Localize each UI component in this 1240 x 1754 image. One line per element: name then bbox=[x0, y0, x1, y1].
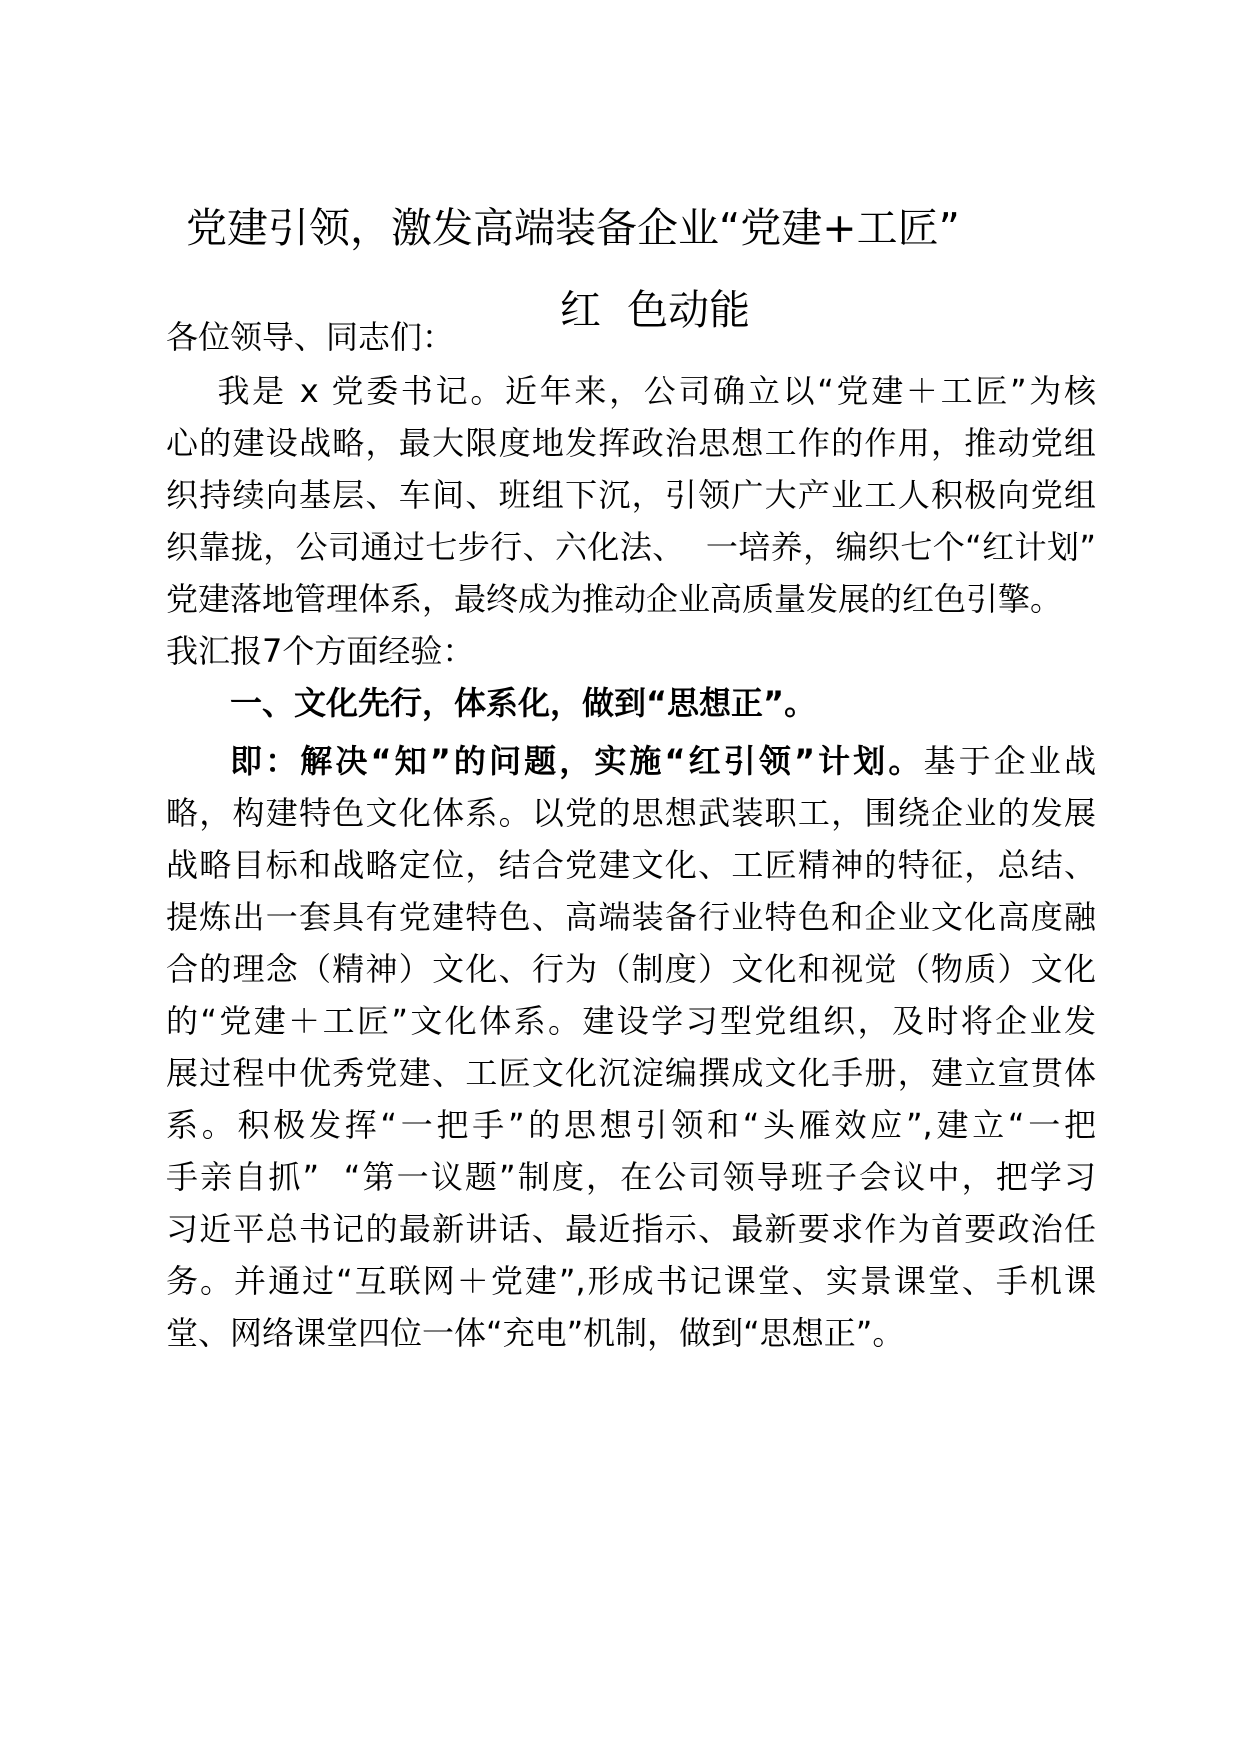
paragraph-line: 略，构建特色文化体系。以党的思想武装职工，围绕企业的发展 bbox=[166, 794, 1096, 832]
paragraph-line: 系。积极发挥“一把手”的思想引领和“头雁效应”,建立“一把 bbox=[166, 1106, 1096, 1144]
paragraph-line: 战略目标和战略定位，结合党建文化、工匠精神的特征，总结、 bbox=[166, 846, 1096, 884]
paragraph-line: 堂、网络课堂四位一体“充电”机制，做到“思想正”。 bbox=[166, 1314, 905, 1352]
greeting: 各位领导、同志们： bbox=[166, 318, 455, 356]
section-heading: 一、文化先行，体系化，做到“思想正”。 bbox=[230, 684, 817, 722]
paragraph-line: 合的理念（精神）文化、行为（制度）文化和视觉（物质）文化 bbox=[166, 950, 1096, 988]
document-title-line-1: 党建引领，激发高端装备企业“党建+工匠” bbox=[186, 204, 960, 252]
section-lead-line bbox=[230, 736, 1096, 786]
section-lead-bold: 即：解决“知”的问题，实施“红引领”计划。 bbox=[230, 742, 924, 780]
paragraph-line: 党建落地管理体系，最终成为推动企业高质量发展的红色引擎。 bbox=[166, 580, 1063, 618]
paragraph-line: 织持续向基层、车间、班组下沉，引领广大产业工人积极向党组 bbox=[166, 476, 1096, 514]
paragraph-line: 我是 x 党委书记。近年来，公司确立以“党建＋工匠”为核 bbox=[166, 372, 1096, 410]
paragraph-line: 提炼出一套具有党建特色、高端装备行业特色和企业文化高度融 bbox=[166, 898, 1096, 936]
document-title-line-2: 红 色动能 bbox=[560, 286, 751, 334]
paragraph-line: 务。并通过“互联网＋党建”,形成书记课堂、实景课堂、手机课 bbox=[166, 1262, 1096, 1300]
paragraph-line: 展过程中优秀党建、工匠文化沉淀编撰成文化手册，建立宣贯体 bbox=[166, 1054, 1096, 1092]
paragraph-line: 织靠拢，公司通过七步行、六化法、 一培养，编织七个“红计划” bbox=[166, 528, 1096, 566]
paragraph-line: 我汇报7个方面经验： bbox=[166, 632, 475, 670]
section-lead-text: 基于企业战 bbox=[923, 742, 1096, 780]
paragraph-line: 的“党建＋工匠”文化体系。建设学习型党组织，及时将企业发 bbox=[166, 1002, 1096, 1040]
paragraph-line: 习近平总书记的最新讲话、最近指示、最新要求作为首要政治任 bbox=[166, 1210, 1096, 1248]
paragraph-line: 手亲自抓” “第一议题”制度，在公司领导班子会议中，把学习 bbox=[166, 1158, 1096, 1196]
paragraph-line: 心的建设战略，最大限度地发挥政治思想工作的作用，推动党组 bbox=[166, 424, 1096, 462]
